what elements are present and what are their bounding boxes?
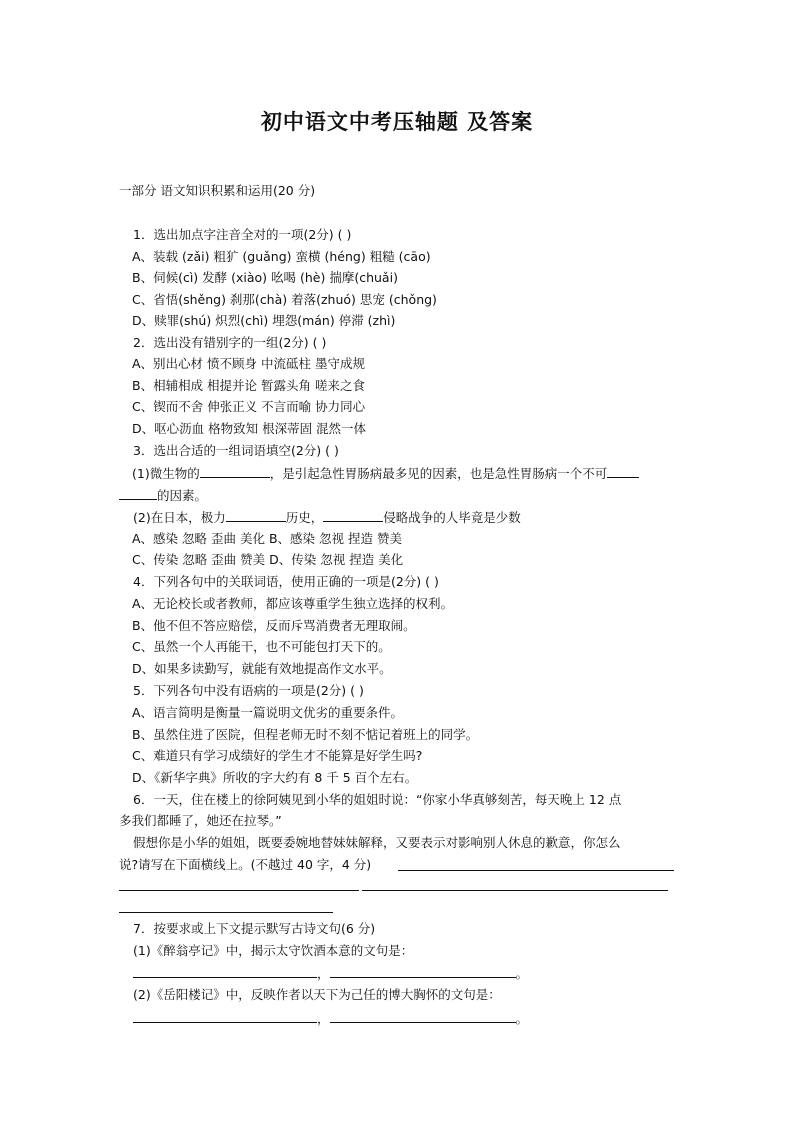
q3-stem: 3．选出合适的一组词语填空(2分) ( ) [133, 443, 339, 458]
q7-sub-1: (1)《醉翁亭记》中，揭示太守饮酒本意的文句是： [133, 943, 414, 958]
q6-line-1: 6．一天，住在楼上的徐阿姨见到小华的姐姐时说：“你家小华真够刻苦，每天晚上 12 点 [133, 792, 622, 807]
blank[interactable] [330, 965, 516, 978]
q6-answer-line[interactable] [119, 912, 333, 913]
q7-answer-1: ， 。 [133, 965, 528, 982]
q6-line-4: 说?请写在下面横线上。(不越过 40 字，4 分) [119, 857, 372, 872]
q5-stem: 5．下列各句中没有语病的一项是(2分) ( ) [133, 683, 364, 698]
blank[interactable] [226, 509, 286, 522]
q4-option-b: B、他不但不答应赔偿，反而斥骂消费者无理取闹。 [132, 618, 416, 633]
q6-answer-line[interactable] [119, 890, 359, 891]
blank[interactable] [119, 487, 157, 500]
q3-options-ab: A、感染 忽略 歪曲 美化 B、感染 忽视 捏造 赞美 [132, 531, 402, 546]
q5-option-a: A、语言简明是衡量一篇说明文优劣的重要条件。 [132, 705, 404, 720]
q2-option-c: C、锲而不舍 伸张正义 不言而喻 协力同心 [132, 399, 366, 414]
blank[interactable] [323, 509, 383, 522]
blank[interactable] [607, 465, 639, 478]
blank[interactable] [330, 1010, 516, 1023]
q2-option-a: A、别出心材 愤不顾身 中流砥柱 墨守成规 [132, 356, 365, 371]
blank[interactable] [200, 465, 270, 478]
q3-sentence-2: (2)在日本，极力 历史， 侵略战争的人毕竟是少数 [133, 510, 521, 525]
q5-option-c: C、难道只有学习成绩好的学生才不能算是好学生吗? [132, 748, 423, 763]
q6-answer-line[interactable] [398, 870, 674, 871]
q1-option-b: B、伺候(cì) 发酵 (xiào) 吆喝 (hè) 揣摩(chuǎi) [132, 270, 398, 285]
q1-option-a: A、装载 (zǎi) 粗犷 (guǎng) 蛮横 (héng) 粗糙 (cāo) [132, 249, 431, 264]
q6-line-3: 假想你是小华的姐姐，既要委婉地替妹妹解释，又要表示对影响别人休息的歉意，你怎么 [133, 835, 621, 850]
part-heading: 一部分 语文知识积累和运用(20 分) [119, 183, 316, 198]
q2-option-b: B、相辅相成 相提并论 暂露头角 嗟来之食 [132, 378, 365, 393]
blank[interactable] [133, 1010, 317, 1023]
q1-option-c: C、省悟(shěng) 刹那(chà) 着落(zhuó) 思宠 (chǒng) [132, 292, 437, 307]
q4-option-c: C、虽然一个人再能干，也不可能包打天下的。 [132, 639, 391, 654]
document-title: 初中语文中考压轴题 及答案 [260, 109, 534, 134]
q5-option-d: D、《新华字典》所收的字大约有 8 千 5 百个左右。 [132, 770, 418, 785]
q5-option-b: B、虽然住进了医院，但程老师无时不刻不惦记着班上的同学。 [132, 727, 479, 742]
q1-option-d: D、赎罪(shú) 炽烈(chì) 埋怨(mán) 停滞 (zhì) [132, 313, 396, 328]
q6-answer-line[interactable] [362, 890, 668, 891]
q1-stem: 1．选出加点字注音全对的一项(2分) ( ) [133, 227, 352, 242]
q3-sentence-1: (1)微生物的 ，是引起急性胃肠病最多见的因素，也是急性胃肠病一个不可 [132, 465, 639, 482]
q3-options-cd: C、传染 忽略 歪曲 赞美 D、传染 忽视 捏造 美化 [132, 552, 404, 567]
q6-line-2: 多我们都睡了，她还在拉琴。” [119, 813, 282, 828]
blank[interactable] [133, 965, 317, 978]
q2-stem: 2．选出没有错别字的一组(2分) ( ) [133, 335, 327, 350]
q7-stem: 7．按要求或上下文提示默写古诗文句(6 分) [133, 921, 376, 936]
q7-answer-2: ， 。 [133, 1010, 528, 1027]
q4-option-a: A、无论校长或者教师，都应该尊重学生独立选择的权利。 [132, 596, 454, 611]
q4-option-d: D、如果多读勤写，就能有效地提高作文水平。 [132, 661, 392, 676]
q4-stem: 4．下列各句中的关联词语，使用正确的一项是(2分) ( ) [133, 574, 439, 589]
q2-option-d: D、呕心沥血 格物致知 根深蒂固 混然一体 [132, 421, 367, 436]
q3-sentence-1-cont: 的因素。 [119, 487, 207, 504]
q7-sub-2: (2)《岳阳楼记》中，反映作者以天下为己任的博大胸怀的文句是： [133, 987, 501, 1002]
